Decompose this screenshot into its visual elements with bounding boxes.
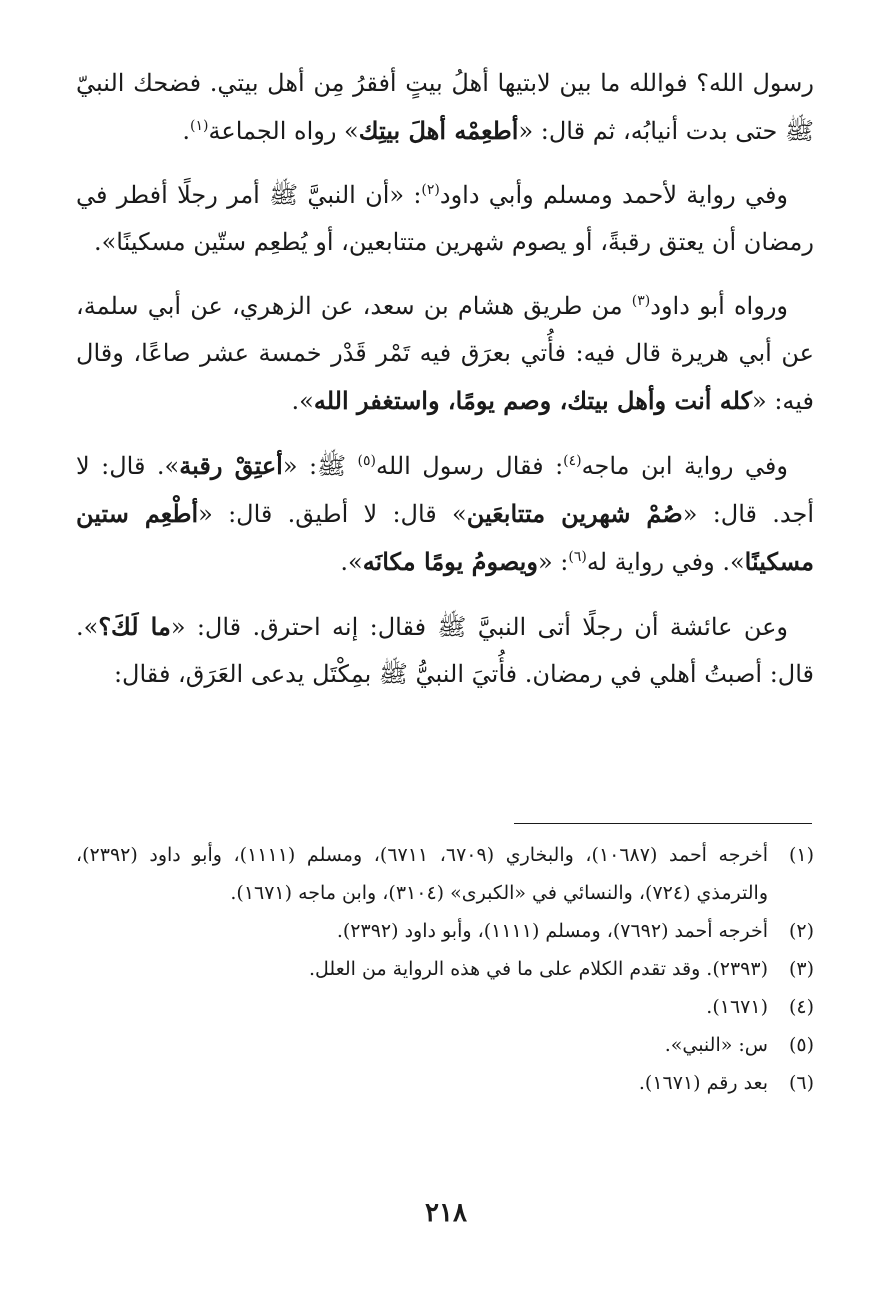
text-run: وفي رواية ابن ماجه bbox=[581, 452, 788, 480]
paragraph-4 bbox=[76, 442, 814, 586]
footnote-separator bbox=[514, 823, 812, 824]
footnote-ref-6[interactable]: (٦) bbox=[568, 549, 587, 565]
footnote-text: (٢٣٩٣). وقد تقدم الكلام على ما في هذه الرواية من العلل. bbox=[309, 958, 768, 980]
footnote-ref-3[interactable]: (٣) bbox=[631, 293, 651, 309]
footnote-number: (١) bbox=[788, 844, 814, 866]
footnote-number: (٤) bbox=[788, 996, 814, 1018]
text-run: ». وفي رواية له bbox=[586, 548, 745, 576]
text-run: ». قال: لا أجد. قال: « bbox=[76, 452, 814, 528]
footnote-text: س: «النبي». bbox=[664, 1034, 768, 1056]
hadith-quote: أطْعِم ستين مسكينًا bbox=[76, 499, 814, 576]
text-run: : «أن النبيَّ ﷺ أمر رجلًا أفطر في رمضان أن يعتق رقبةً، أو يصوم شهرين متتابعين، أو يُطعِم ستّين مسكينًا». bbox=[76, 181, 814, 256]
footnote-5 bbox=[76, 1026, 814, 1064]
footnote-text: أخرجه أحمد (١٠٦٨٧)، والبخاري (٦٧٠٩، ٦٧١١)، ومسلم (١١١١)، وأبو داود (٢٣٩٢)، والترمذي (٧٢٤)، والنسائي في «الكبرى» (٣١٠٤)، وابن ماجه (١٦٧١). bbox=[76, 844, 768, 904]
text-run: » قال: لا أطيق. قال: « bbox=[198, 500, 467, 528]
text-run: من طريق هشام بن سعد، عن الزهري، عن أبي سلمة، عن أبي هريرة قال فيه: فأُتي بعرَق فيه تَمْر قَدْر خمسة عشر صاعًا، وقال فيه: « bbox=[76, 292, 814, 415]
text-run: : « bbox=[537, 548, 569, 576]
text-run: ». bbox=[340, 548, 363, 576]
hadith-quote: ما لَكَ؟ bbox=[98, 612, 171, 641]
footnote-text: (١٦٧١). bbox=[706, 996, 768, 1018]
paragraph-2 bbox=[76, 172, 814, 266]
footnote-ref-1[interactable]: (١) bbox=[190, 118, 209, 134]
hadith-quote: ويصومُ يومًا مكانَه bbox=[362, 547, 538, 576]
footnote-6 bbox=[76, 1064, 814, 1102]
text-run: وفي رواية لأحمد ومسلم وأبي داود bbox=[439, 181, 789, 209]
text-run: ﷺ: « bbox=[282, 452, 358, 480]
text-run: رسول الله؟ فوالله ما بين لابتيها أهلُ بيتٍ أفقرُ مِن أهل بيتي. فضحك النبيّ ﷺ حتى بدت أنيابُه، ثم قال: « bbox=[76, 69, 814, 145]
footnote-number: (٢) bbox=[788, 920, 814, 942]
hadith-quote: أعتِقْ رقبة bbox=[179, 451, 283, 480]
page-number: ٢١٨ bbox=[425, 1198, 467, 1228]
main-text bbox=[76, 60, 814, 715]
footnote-1 bbox=[76, 836, 814, 912]
footnote-text: أخرجه أحمد (٧٦٩٢)، ومسلم (١١١١)، وأبو داود (٢٣٩٢). bbox=[336, 920, 768, 942]
hadith-quote: كله أنت وأهل بيتك، وصم يومًا، واستغفر الله bbox=[313, 386, 753, 415]
footnote-number: (٥) bbox=[788, 1034, 814, 1056]
hadith-quote: أطعِمْه أهلَ بيتِك bbox=[358, 116, 519, 145]
hadith-quote: صُمْ شهرين متتابعَين bbox=[466, 499, 683, 528]
footnote-4 bbox=[76, 988, 814, 1026]
text-run: » رواه الجماعة bbox=[208, 117, 359, 145]
paragraph-1 bbox=[76, 60, 814, 155]
footnote-number: (٦) bbox=[788, 1072, 814, 1094]
text-run: ». قال: أصبتُ أهلي في رمضان. فأُتيَ النبيُّ ﷺ بمِكْتَل يدعى العَرَق، فقال: bbox=[76, 613, 814, 688]
footnote-number: (٣) bbox=[788, 958, 814, 980]
text-run: : فقال رسول الله bbox=[376, 452, 564, 480]
text-run: وعن عائشة أن رجلًا أتى النبيَّ ﷺ فقال: إنه احترق. قال: « bbox=[170, 613, 788, 641]
footnote-ref-5[interactable]: (٥) bbox=[357, 453, 376, 469]
footnote-ref-2[interactable]: (٢) bbox=[421, 182, 440, 198]
footnotes bbox=[76, 836, 814, 1102]
footnote-ref-4[interactable]: (٤) bbox=[563, 453, 582, 469]
text-run: ورواه أبو داود bbox=[650, 292, 788, 320]
footnote-text: بعد رقم (١٦٧١). bbox=[638, 1072, 768, 1094]
paragraph-5 bbox=[76, 603, 814, 698]
footnote-3 bbox=[76, 950, 814, 988]
paragraph-3 bbox=[76, 283, 814, 425]
footnote-2 bbox=[76, 912, 814, 950]
text-run: . bbox=[182, 117, 191, 145]
text-run: ». bbox=[291, 387, 314, 415]
